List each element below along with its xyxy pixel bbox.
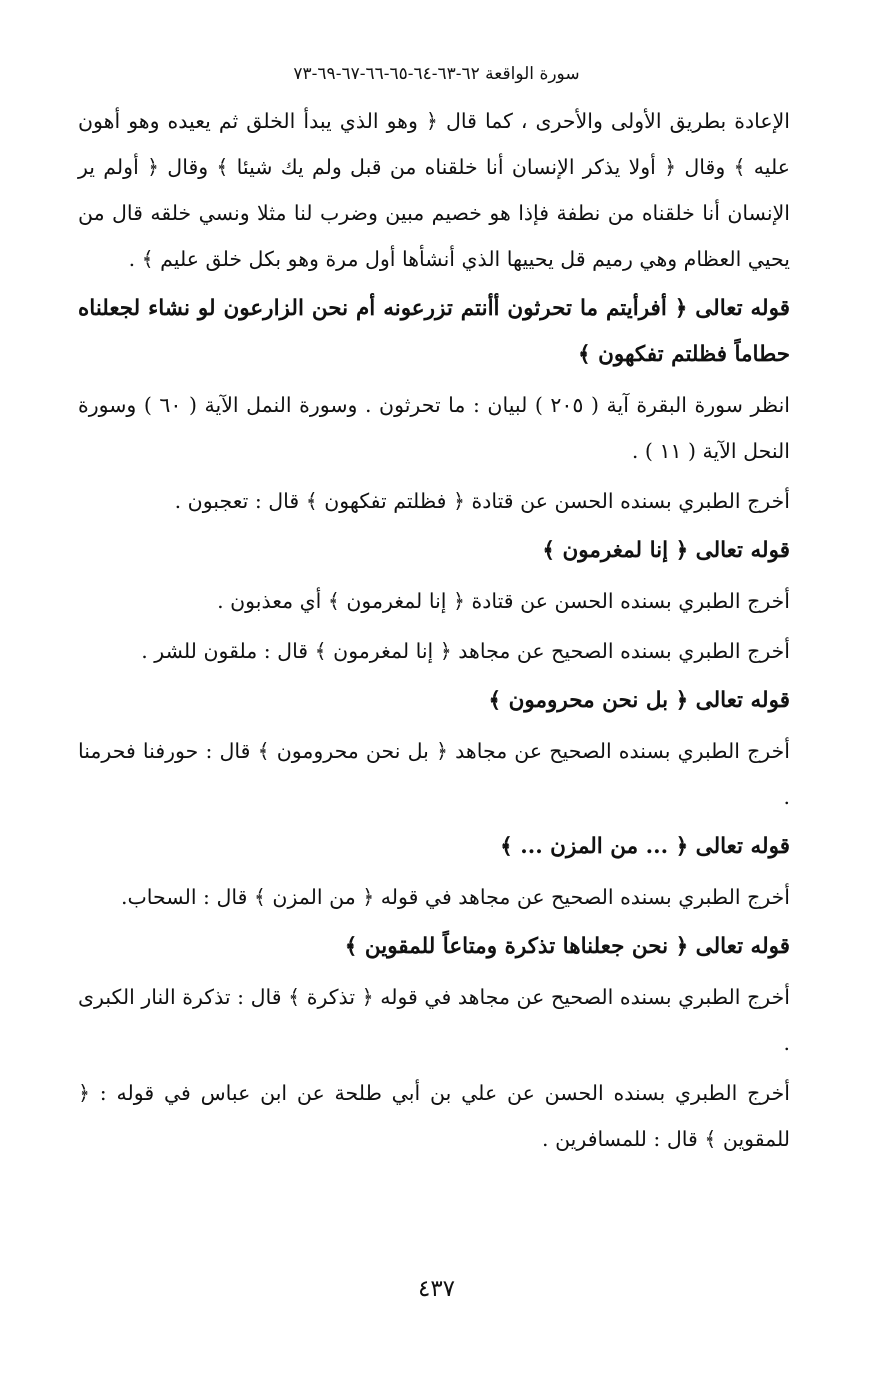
verse-heading-mahrumun: قوله تعالى ﴿ بل نحن محرومون ﴾: [488, 688, 790, 713]
running-header: سورة الواقعة ٦٢-٦٣-٦٤-٦٥-٦٦-٦٧-٦٩-٧٣: [293, 64, 580, 84]
paragraph-tafakkahun: أخرج الطبري بسنده الحسن عن قتادة ﴿ فظلتم تفكهون ﴾ قال : تعجبون .: [174, 489, 790, 513]
paragraph-muzn: أخرج الطبري بسنده الصحيح عن مجاهد في قوله ﴿ من المزن ﴾ قال : السحاب.: [120, 885, 790, 909]
paragraph-muqwin: أخرج الطبري بسنده الحسن عن علي بن أبي طلحة عن ابن عباس في قوله : ﴿ للمقوين ﴾ قال : للمسافرين .: [78, 1081, 790, 1151]
verse-heading-mughramun: قوله تعالى ﴿ إنا لمغرمون ﴾: [542, 538, 790, 563]
paragraph-mahrumun: أخرج الطبري بسنده الصحيح عن مجاهد ﴿ بل نحن محرومون ﴾ قال : حورفنا فحرمنا .: [78, 739, 790, 809]
paragraph-tadhkira: أخرج الطبري بسنده الصحيح عن مجاهد في قوله ﴿ تذكرة ﴾ قال : تذكرة النار الكبرى .: [78, 985, 790, 1055]
page-body: [78, 98, 790, 1166]
paragraph-mughramun-qatada: أخرج الطبري بسنده الحسن عن قتادة ﴿ إنا لمغرمون ﴾ أي معذبون .: [217, 589, 790, 613]
page-number: ٤٣٧: [417, 1276, 456, 1302]
paragraph-cross-reference: انظر سورة البقرة آية ( ٢٠٥ ) لبيان : ما تحرثون . وسورة النمل الآية ( ٦٠ ) وسورة النحل الآية ( ١١ ) .: [78, 393, 790, 463]
paragraph-intro: الإعادة بطريق الأولى والأحرى ، كما قال ﴿ وهو الذي يبدأ الخلق ثم يعيده وهو أهون عليه ﴾ وقال ﴿ أولا يذكر الإنسان أنا خلقناه من قبل ولم يك شيئا ﴾ وقال ﴿ أولم ير الإنسان أنا خلقناه من نطفة فإذا هو خصيم مبين وضرب لنا مثلا ونسي خلقه قال من يحيي العظام وهي رميم قل يحييها الذي أنشأها أول مرة وهو بكل خلق عليم ﴾ .: [78, 109, 790, 271]
verse-heading-muzn: قوله تعالى ﴿ ... من المزن ... ﴾: [500, 834, 790, 859]
paragraph-mughramun-mujahid: أخرج الطبري بسنده الصحيح عن مجاهد ﴿ إنا لمغرمون ﴾ قال : ملقون للشر .: [141, 639, 790, 663]
verse-heading-tadhkira: قوله تعالى ﴿ نحن جعلناها تذكرة ومتاعاً للمقوين ﴾: [344, 934, 790, 959]
verse-heading-afaraaytum: قوله تعالى ﴿ أفرأيتم ما تحرثون أأنتم تزرعونه أم نحن الزارعون لو نشاء لجعلناه حطاماً فظلتم تفكهون ﴾: [78, 296, 790, 367]
